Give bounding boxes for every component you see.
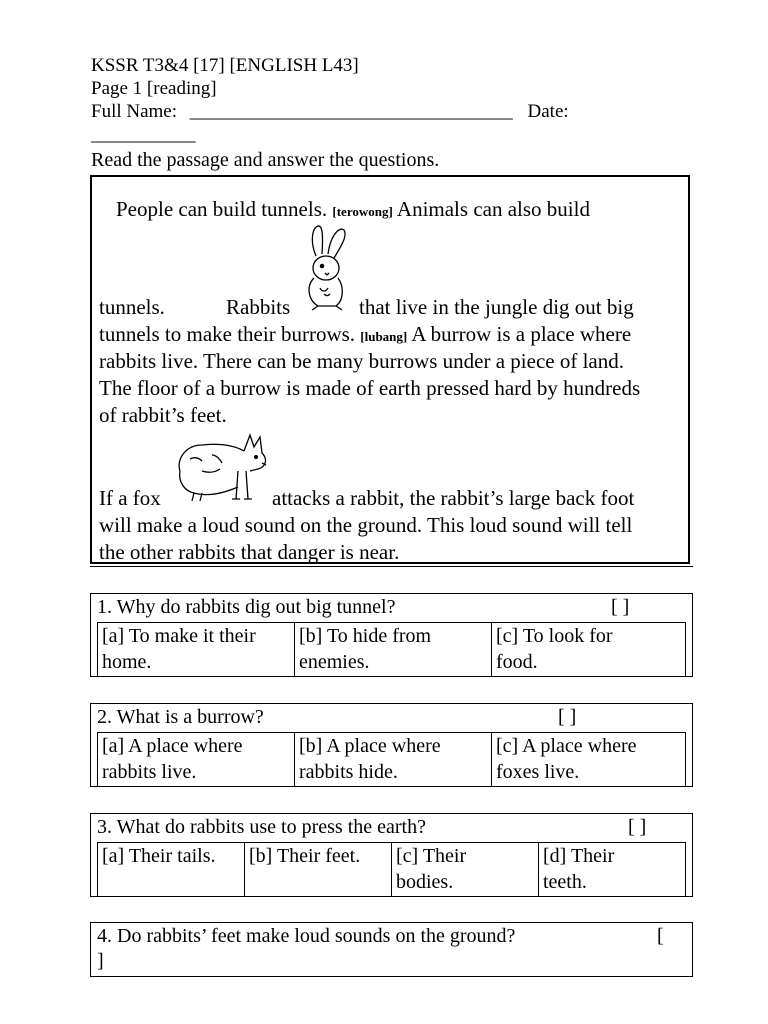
question-1-box <box>90 593 693 677</box>
question-2-options <box>97 732 686 786</box>
passage-line-7a: If a fox <box>99 486 161 510</box>
option-d[interactable]: [d] Their teeth. <box>543 845 615 893</box>
question-1-text: 1. Why do rabbits dig out big tunnel? <box>97 596 396 618</box>
passage-line-2: tunnels. <box>99 295 165 319</box>
date-blank[interactable]: ___________ <box>91 124 196 145</box>
name-label: Full Name: <box>91 101 178 122</box>
gloss-lubang: [lubang] <box>360 329 408 344</box>
passage-line-3: tunnels to make their burrows. [lubang] A burrow is a place where <box>99 322 632 346</box>
question-2-box <box>90 703 693 787</box>
passage-box <box>90 175 690 564</box>
option-a[interactable]: [a] Their tails. <box>98 843 245 896</box>
instruction: Read the passage and answer the questions. <box>91 149 440 171</box>
passage-line-9: the other rabbits that danger is near. <box>99 540 400 564</box>
passage-line-1: People can build tunnels. [terowong] Animals can also build <box>116 197 590 221</box>
question-4-bracket-close[interactable]: ] <box>97 950 104 972</box>
question-4-text: 4. Do rabbits’ feet make loud sounds on the ground? <box>97 925 516 947</box>
question-3-text: 3. What do rabbits use to press the earth? <box>97 816 426 838</box>
option-a[interactable]: [a] A place where rabbits live. <box>98 733 295 786</box>
passage-line-6: of rabbit’s feet. <box>99 403 227 427</box>
question-3-answer-bracket[interactable]: [ ] <box>628 816 647 838</box>
passage-line-7b: attacks a rabbit, the rabbit’s large back foot <box>272 486 635 510</box>
passage-line-4: rabbits live. There can be many burrows under a piece of land. <box>99 349 624 373</box>
question-1-answer-bracket[interactable]: [ ] <box>611 596 630 618</box>
passage-line-5: The floor of a burrow is made of earth pressed hard by hundreds <box>99 376 641 400</box>
question-2-text: 2. What is a burrow? <box>97 706 264 728</box>
option-b[interactable]: [b] A place where rabbits hide. <box>295 733 492 786</box>
option-c[interactable]: [c] A place where foxes live. <box>496 735 637 783</box>
option-c[interactable]: [c] Their bodies. <box>392 843 539 896</box>
passage-box-underline <box>90 566 693 567</box>
name-date-line <box>91 101 569 123</box>
date-label: Date: <box>527 101 569 122</box>
question-2-answer-bracket[interactable]: [ ] <box>558 706 577 728</box>
question-4-bracket-open[interactable]: [ <box>657 925 664 947</box>
passage-line-2b: Rabbits <box>226 295 291 319</box>
option-c[interactable]: [c] To look for food. <box>496 625 613 673</box>
passage-line-8: will make a loud sound on the ground. This loud sound will tell <box>99 513 633 537</box>
question-1-options <box>97 622 686 676</box>
fox-illustration-icon <box>172 431 272 503</box>
question-3-box <box>90 813 693 897</box>
gloss-terowong: [terowong] <box>332 204 393 219</box>
option-a[interactable]: [a] To make it their home. <box>98 623 295 676</box>
name-blank[interactable]: __________________________________ <box>189 101 513 122</box>
passage-line-2c: that live in the jungle dig out big <box>359 295 634 319</box>
option-b[interactable]: [b] To hide from enemies. <box>295 623 492 676</box>
rabbit-illustration-icon <box>298 222 354 312</box>
question-3-options <box>97 842 686 896</box>
page-label: Page 1 [reading] <box>91 78 217 99</box>
option-b[interactable]: [b] Their feet. <box>245 843 392 896</box>
question-4-box <box>90 922 693 977</box>
worksheet-code: KSSR T3&4 [17] [ENGLISH L43] <box>91 55 359 76</box>
